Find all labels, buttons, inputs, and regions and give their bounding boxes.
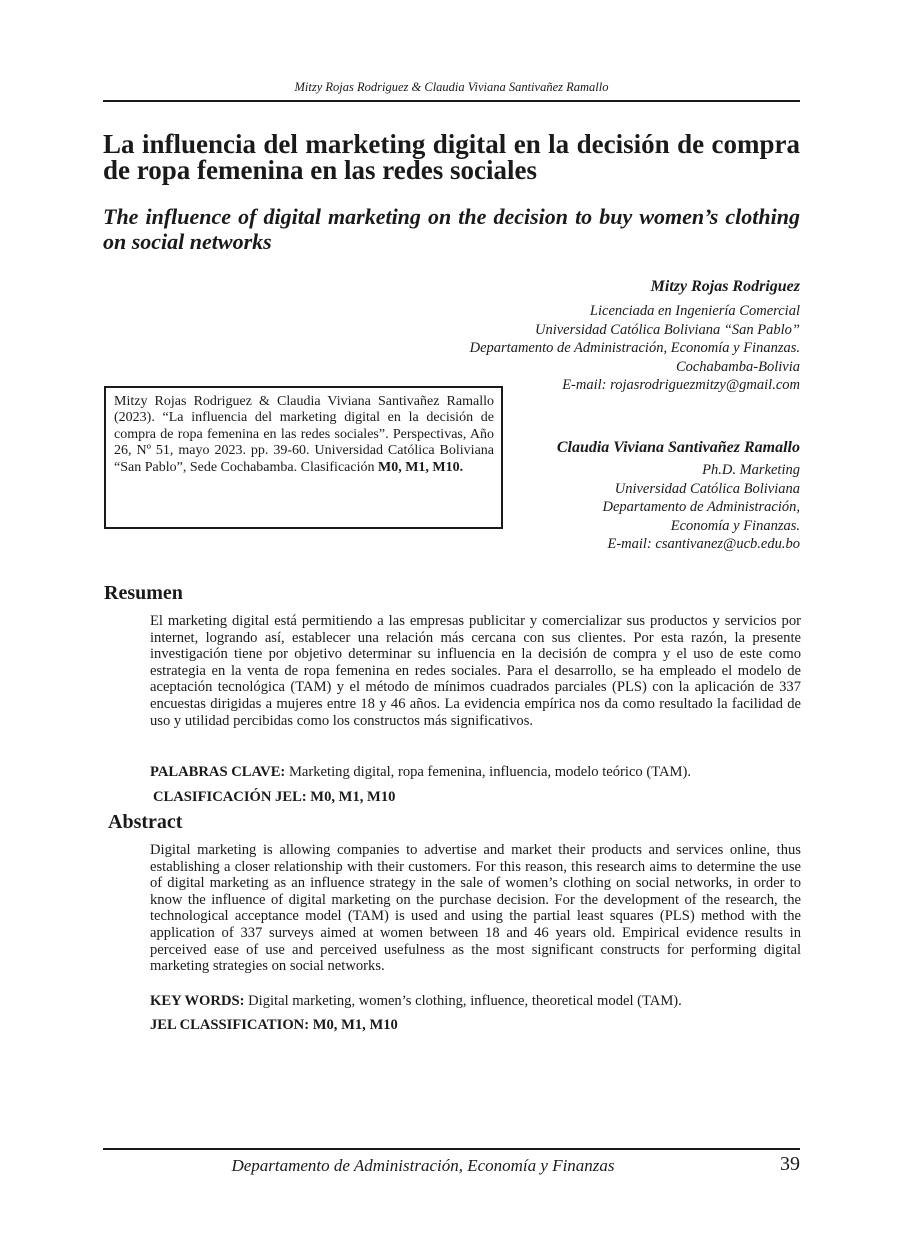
resumen-heading: Resumen [104,582,183,604]
abstract-jel: JEL CLASSIFICATION: M0, M1, M10 [150,1017,398,1033]
resumen-keywords [150,764,801,781]
author-1-block [470,277,800,395]
author-1-degree: Licenciada en Ingeniería Comercial [589,303,800,319]
author-1-department: Departamento de Administración, Economía y Finanzas. [469,340,800,356]
author-1-city: Cochabamba-Bolivia [675,358,800,375]
abstract-keywords-label: KEY WORDS: [150,993,245,1009]
abstract-keywords-text: Digital marketing, women’s clothing, influence, theoretical model (TAM). [244,993,682,1009]
title-english: The influence of digital marketing on the decision to buy women’s clothing on social networks [103,204,800,254]
footer-department: Departamento de Administración, Economía y Finanzas [231,1156,615,1175]
author-2-email: E-mail: csantivanez@ucb.edu.bo [607,536,800,552]
author-2-faculty: Economía y Finanzas. [670,517,800,534]
citation-box [104,386,503,529]
author-2-name: Claudia Viviana Santivañez Ramallo [556,439,800,456]
top-rule [103,100,800,102]
abstract-keywords [150,993,801,1010]
author-2-block [557,438,800,554]
citation-classification: M0, M1, M10. [377,459,464,475]
resumen-keywords-text: Marketing digital, ropa femenina, influencia, modelo teórico (TAM). [285,764,691,780]
author-2-department: Departamento de Administración, [602,499,800,515]
running-head: Mitzy Rojas Rodriguez & Claudia Viviana Santivañez Ramallo [294,80,609,94]
author-1-email: E-mail: rojasrodriguezmitzy@gmail.com [562,377,800,393]
abstract-body: Digital marketing is allowing companies to advertise and market their products and services online, thus establishing a closer relationship with their customers. For this reason, this research aims to determine the use of digital marketing as an influence strategy in the sale of women’s clothing on social networks, in order to know the influence of digital marketing on the purchase decision. For the development of the research, the technological acceptance model (TAM) is used and using the partial least squares (PLS) method with the application of 337 surveys aimed at women between 18 and 46 years old. Empirical evidence results in perceived ease of use and perceived usefulness as the most significant constructs for performing digital marketing strategies on social networks. [150,842,801,975]
author-2-university: Universidad Católica Boliviana [614,480,800,497]
bottom-rule [103,1148,800,1150]
page-number: 39 [780,1153,800,1175]
author-1-university: Universidad Católica Boliviana “San Pablo” [534,321,800,338]
resumen-keywords-label: PALABRAS CLAVE: [150,764,286,780]
author-1-name: Mitzy Rojas Rodriguez [650,278,800,295]
citation-text: Mitzy Rojas Rodriguez & Claudia Viviana Santivañez Ramallo (2023). “La influencia del marketing digital en la decisión de compra de ropa femenina en las redes sociales”. Perspectivas, Año 26, Nº 51, mayo 2023. pp. 39-60. Universidad Católica Boliviana “San Pablo”, Sede Cochabamba. Clasificación [114,394,494,475]
title-spanish: La influencia del marketing digital en la decisión de compra de ropa femenina en las redes sociales [103,129,800,185]
author-2-degree: Ph.D. Marketing [702,462,800,478]
resumen-jel: CLASIFICACIÓN JEL: M0, M1, M10 [153,789,396,805]
resumen-body: El marketing digital está permitiendo a las empresas publicitar y comercializar sus productos y servicios por internet, logrando así, establecer una relación más cercana con sus clientes. Por esta razón, la presente investigación tiene por objetivo determinar su influencia en la decisión de compra y el uso de este como estrategia en la venta de ropa femenina en redes sociales. Para el desarrollo, se ha empleado el modelo de aceptación tecnológica (TAM) y el método de mínimos cuadrados parciales (PLS) con la aplicación de 337 encuestas dirigidas a mujeres entre 18 y 46 años. La evidencia empírica nos da como resultado la facilidad de uso y utilidad percibidas como los constructos más significativos. [150,613,801,729]
abstract-heading: Abstract [108,811,183,833]
